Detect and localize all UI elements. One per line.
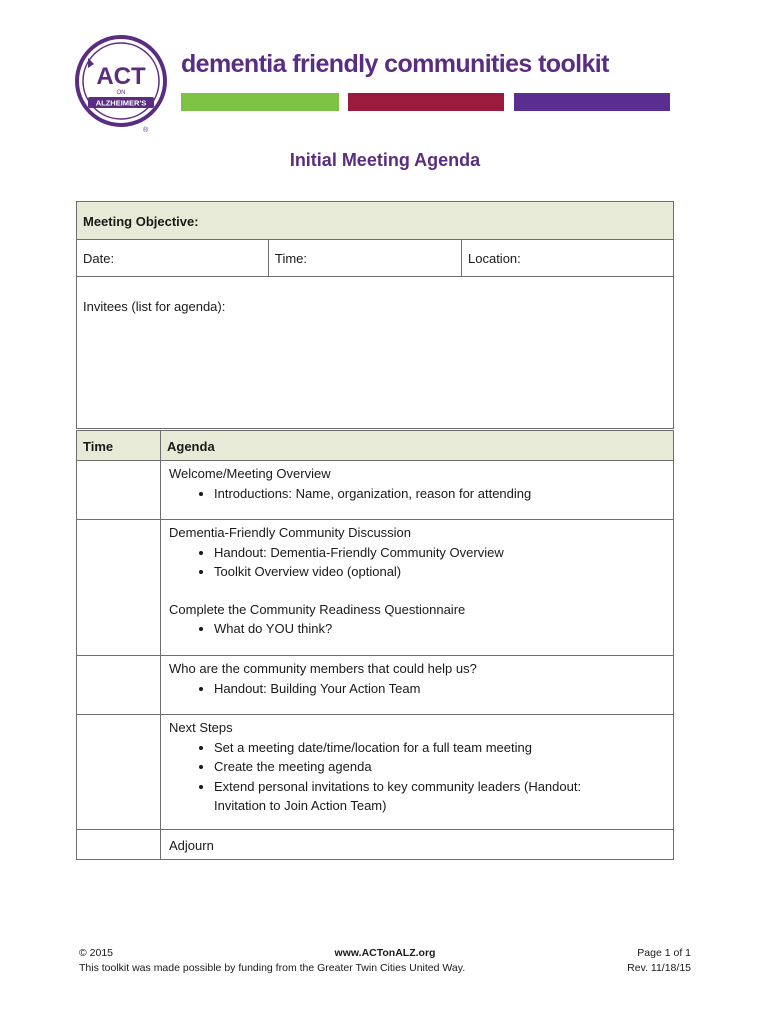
agenda-item-cell (161, 656, 674, 715)
agenda-item-cell (161, 715, 674, 830)
page-title: Initial Meeting Agenda (289, 150, 481, 170)
location-field[interactable] (462, 240, 674, 277)
meeting-objective-field[interactable] (77, 202, 674, 240)
location-label: Location: (468, 251, 521, 266)
agenda-bullet: • Create the meeting agenda (214, 757, 665, 777)
agenda-time-cell[interactable] (77, 461, 161, 520)
invitees-label: Invitees (list for agenda): (83, 299, 226, 314)
agenda-bullet: • Extend personal invitations to key community leaders (Handout: Invitation to Join Action Team) (214, 777, 665, 816)
time-column-header: Time (77, 431, 161, 461)
registered-mark: ® (143, 127, 149, 134)
agenda-item-title: Adjourn (169, 838, 214, 853)
agenda-table (76, 430, 674, 860)
agenda-item-cell (161, 830, 674, 860)
logo-act-text: ACT (96, 63, 146, 90)
meeting-info-table (76, 201, 674, 429)
copyright-text: © 2015 (79, 947, 114, 959)
agenda-row (77, 656, 674, 715)
agenda-time-cell[interactable] (77, 520, 161, 656)
agenda-item-cell (161, 520, 674, 656)
agenda-column-header: Agenda (161, 431, 674, 461)
revision-date: Rev. 11/18/15 (627, 962, 691, 974)
brand-title: dementia friendly communities toolkit (181, 50, 609, 78)
agenda-bullet: • Introductions: Name, organization, reason for attending (214, 484, 665, 504)
agenda-item-title: Next Steps (169, 720, 233, 735)
funding-text: This toolkit was made possible by funding from the Greater Twin Cities United Way. (79, 962, 466, 974)
agenda-row (77, 461, 674, 520)
date-field[interactable] (77, 240, 269, 277)
agenda-item-title: Dementia-Friendly Community Discussion (169, 525, 412, 540)
agenda-bullet: • Handout: Building Your Action Team (214, 679, 665, 699)
logo-alzheimers-text: ALZHEIMER'S (95, 98, 147, 108)
agenda-time-cell[interactable] (77, 656, 161, 715)
agenda-item-title: Complete the Community Readiness Questionnaire (169, 601, 466, 617)
agenda-item-cell (161, 461, 674, 520)
agenda-time-cell[interactable] (77, 830, 161, 860)
time-field[interactable] (269, 240, 462, 277)
time-label: Time: (275, 251, 308, 266)
red-color-bar (348, 93, 504, 111)
date-label: Date: (83, 251, 115, 266)
purple-color-bar (514, 93, 670, 111)
agenda-bullet: • What do YOU think? (214, 619, 665, 639)
agenda-row (77, 520, 674, 656)
agenda-row (77, 715, 674, 830)
agenda-time-cell[interactable] (77, 715, 161, 830)
green-color-bar (181, 93, 339, 111)
agenda-bullet: • Set a meeting date/time/location for a full team meeting (214, 738, 665, 758)
agenda-item-title: Welcome/Meeting Overview (169, 466, 331, 481)
agenda-row (77, 830, 674, 860)
invitees-field[interactable] (77, 277, 674, 429)
website-link[interactable]: www.ACTonALZ.org (334, 947, 436, 959)
act-on-alzheimers-logo (74, 34, 168, 128)
agenda-item-title: Who are the community members that could help us? (169, 661, 477, 676)
page-number: Page 1 of 1 (637, 947, 691, 959)
logo-on-text: ON (116, 90, 126, 96)
agenda-bullet: • Handout: Dementia-Friendly Community Overview (214, 543, 665, 563)
meeting-objective-label: Meeting Objective: (83, 214, 199, 229)
agenda-bullet: • Toolkit Overview video (optional) (214, 562, 665, 582)
